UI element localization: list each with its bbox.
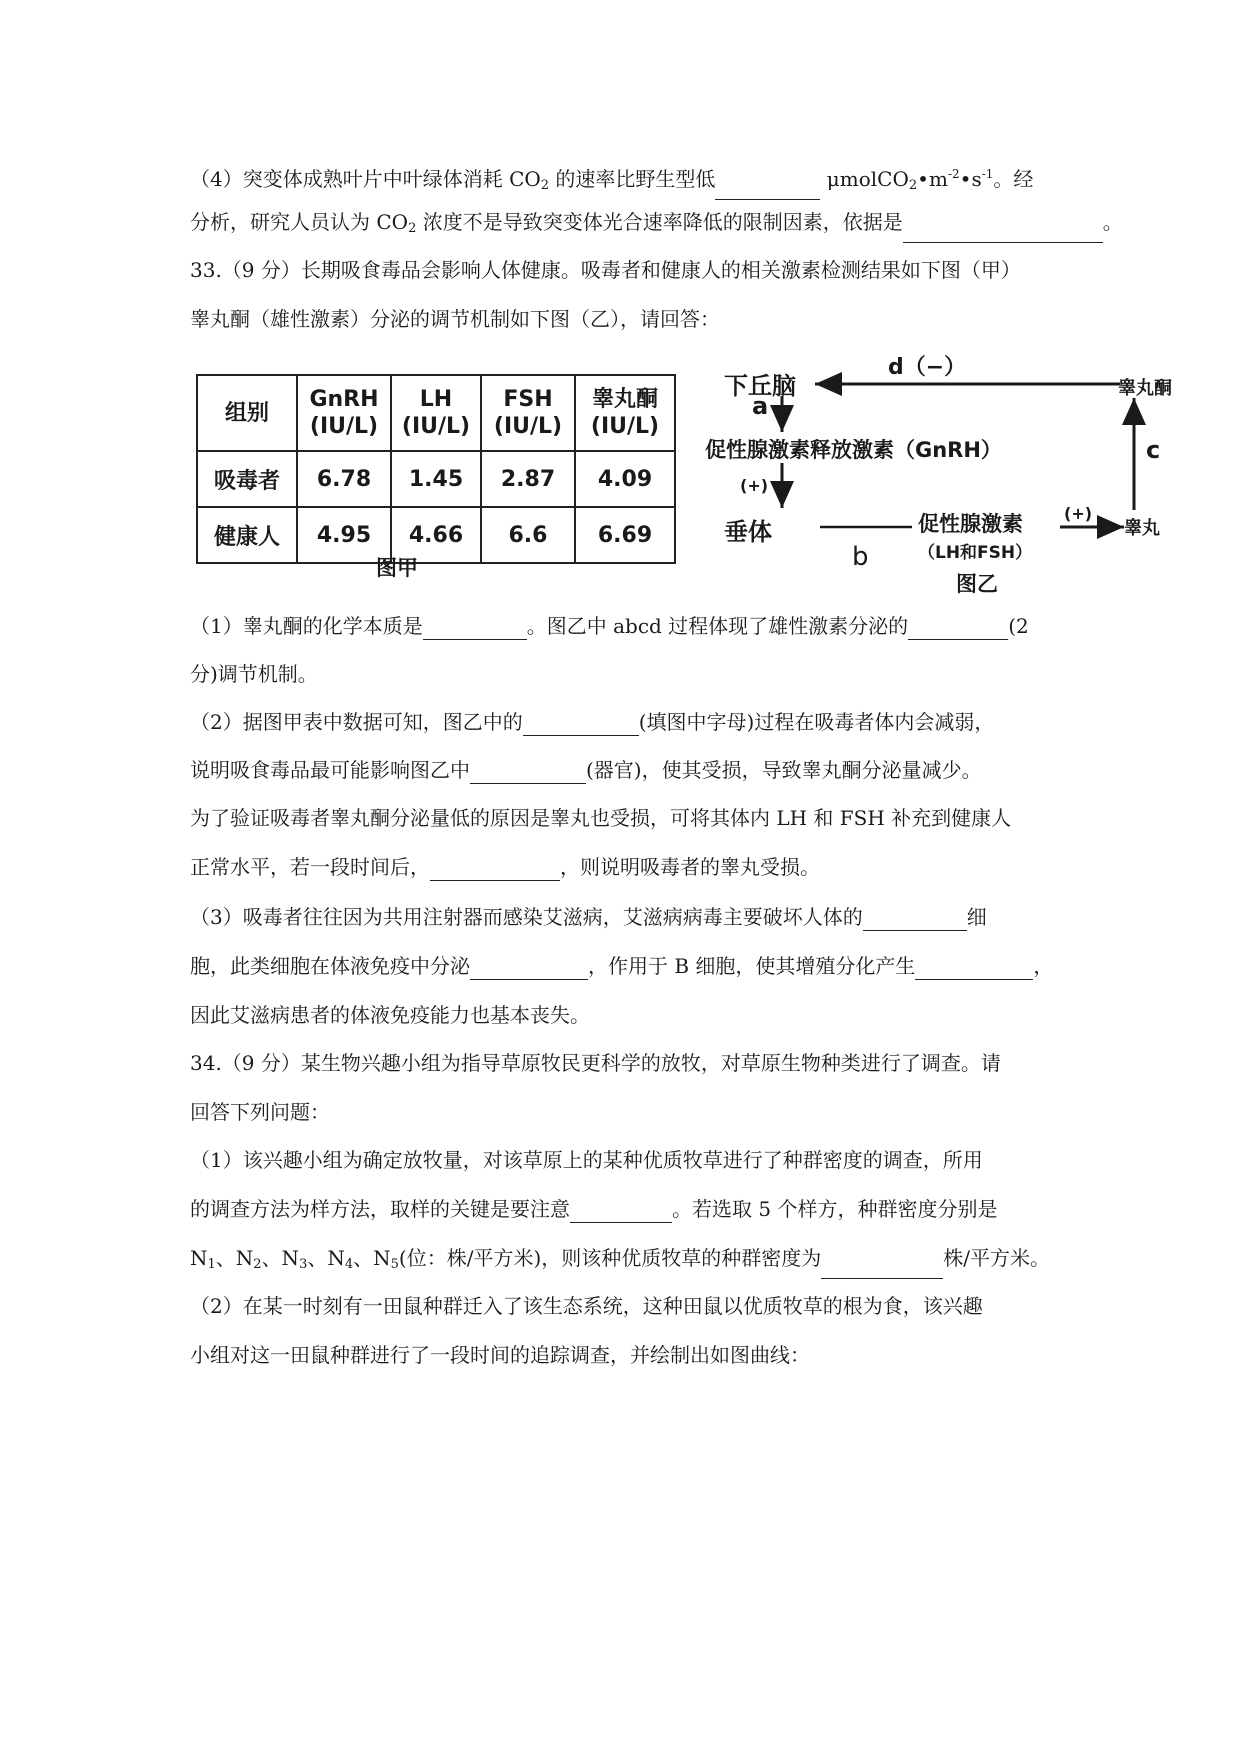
q33-3-line2	[190, 952, 1053, 980]
table-cell: 6.6	[481, 507, 575, 563]
text: (2	[1008, 614, 1029, 638]
subscript: 4	[344, 1257, 354, 1272]
q34-2-line1: （2）在某一时刻有一田鼠种群迁入了该生态系统，这种田鼠以优质牧草的根为食，该兴趣	[190, 1294, 983, 1318]
text: 的调查方法为样方法，取样的关键是要注意	[190, 1197, 570, 1221]
text: （1）睾丸酮的化学本质是	[190, 614, 423, 638]
text: 正常水平，若一段时间后，	[190, 855, 430, 879]
text: •s	[959, 167, 982, 191]
answer-blank[interactable]	[908, 617, 1008, 640]
subscript: 3	[299, 1257, 308, 1272]
table-cell: 健康人	[197, 507, 297, 563]
answer-blank[interactable]	[821, 1256, 943, 1279]
text: 胞，此类细胞在体液免疫中分泌	[190, 954, 470, 978]
header-unit: (IU/L)	[590, 414, 660, 439]
table-cell: 4.09	[575, 451, 675, 507]
q33-3-line3: 因此艾滋病患者的体液免疫能力也基本丧失。	[190, 1003, 590, 1027]
node-testis: 睾丸	[1124, 518, 1160, 539]
text: 。图乙中 abcd 过程体现了雄性激素分泌的	[526, 614, 909, 638]
text: ，作用于 B 细胞，使其增殖分化产生	[588, 954, 916, 978]
table-cell: 6.78	[297, 451, 391, 507]
text: N	[190, 1246, 208, 1270]
node-hypothalamus: 下丘脑	[724, 372, 796, 400]
q34-1-line3	[190, 1244, 1050, 1279]
text: 、N	[215, 1246, 254, 1270]
table-cell: 4.95	[297, 507, 391, 563]
text: （4）突变体成熟叶片中叶绿体消耗 CO	[190, 167, 541, 191]
q33-2-line3: 为了验证吸毒者睾丸酮分泌量低的原因是睾丸也受损，可将其体内 LH 和 FSH 补充到健康人	[190, 806, 1012, 830]
answer-blank[interactable]	[523, 713, 639, 736]
node-gonadotropin-note: （LH和FSH）	[918, 543, 1033, 563]
q34-intro-line1: 34.（9 分）某生物兴趣小组为指导草原牧民更科学的放牧，对草原生物种类进行了调查。请	[190, 1051, 1001, 1075]
label-c: c	[1146, 436, 1161, 464]
node-gonadotropin: 促性腺激素	[918, 512, 1023, 536]
subscript: 1	[207, 1257, 216, 1272]
q33-2-line4	[190, 853, 820, 881]
text: ，则说明吸毒者的睾丸受损。	[560, 855, 820, 879]
subscript: 2	[253, 1257, 262, 1272]
node-testosterone: 睾丸酮	[1118, 378, 1172, 399]
subscript: 2	[540, 178, 550, 193]
text: 浓度不是导致突变体光合速率降低的限制因素，依据是	[416, 210, 903, 234]
label-b: b	[852, 542, 869, 572]
node-gnrh: 促性腺激素释放激素（GnRH）	[705, 438, 1002, 462]
header-line: 睾丸酮	[591, 387, 658, 412]
header-unit: (IU/L)	[493, 414, 563, 439]
text: 细	[966, 905, 987, 929]
q33-intro-line1: 33.（9 分）长期吸食毒品会影响人体健康。吸毒者和健康人的相关激素检测结果如下图（甲）	[190, 258, 1021, 282]
label-d: d（−）	[888, 355, 967, 380]
text: (器官)，使其受损，导致睾丸酮分泌量减少。	[586, 758, 982, 782]
answer-blank[interactable]	[430, 858, 560, 881]
q34-1-line1: （1）该兴趣小组为确定放牧量，对该草原上的某种优质牧草进行了种群密度的调查，所用	[190, 1148, 983, 1172]
table-cell: 1.45	[391, 451, 481, 507]
table-cell: 2.87	[481, 451, 575, 507]
header-line: GnRH	[309, 387, 379, 412]
q33-1-line1	[190, 612, 1029, 640]
subscript: 2	[908, 178, 918, 193]
text: 、N	[353, 1246, 391, 1270]
label-a: a	[752, 392, 769, 420]
text: 、N	[261, 1246, 300, 1270]
text: 的速率比野生型低	[549, 167, 716, 191]
text: 株/平方米。	[943, 1246, 1050, 1270]
q33-2-line1	[190, 708, 994, 736]
text: μmolCO	[820, 167, 909, 191]
regulation-diagram-arrows	[0, 0, 1241, 620]
text: ，	[1033, 954, 1054, 978]
header-unit: (IU/L)	[309, 414, 379, 439]
label-plus-2: (+)	[1064, 504, 1093, 523]
header-line: FSH	[503, 387, 553, 412]
label-plus-1: (+)	[740, 476, 769, 495]
figure-caption-jia: 图甲	[376, 556, 418, 580]
q33-intro-line2: 睾丸酮（雄性激素）分泌的调节机制如下图（乙），请回答：	[190, 307, 720, 331]
text: 。若选取 5 个样方，种群密度分别是	[672, 1197, 998, 1221]
text: 。	[1102, 210, 1123, 234]
subscript: 5	[390, 1257, 399, 1272]
text: 分析，研究人员认为 CO	[190, 210, 409, 234]
subscript: 2	[408, 221, 417, 236]
table-cell: 吸毒者	[197, 451, 297, 507]
figure-caption-yi: 图乙	[956, 572, 998, 596]
q33-1-line2: 分)调节机制。	[190, 662, 318, 686]
text: 。经	[993, 167, 1034, 191]
answer-blank[interactable]	[470, 761, 586, 784]
q34-1-line2	[190, 1195, 997, 1223]
table-cell: 6.69	[575, 507, 675, 563]
superscript: -2	[947, 167, 960, 181]
answer-blank[interactable]	[863, 908, 967, 931]
q34-intro-line2: 回答下列问题：	[190, 1100, 330, 1124]
answer-blank[interactable]	[570, 1200, 672, 1223]
text: (填图中字母)过程在吸毒者体内会减弱，	[638, 710, 995, 734]
header-line: 组别	[224, 400, 269, 426]
text: 说明吸食毒品最可能影响图乙中	[190, 758, 470, 782]
text: (位：株/平方米)，则该种优质牧草的种群密度为	[398, 1246, 822, 1270]
header-line: LH	[419, 387, 453, 412]
q34-2-line2: 小组对这一田鼠种群进行了一段时间的追踪调查，并绘制出如图曲线：	[190, 1343, 810, 1367]
text: •m	[917, 167, 948, 191]
node-pituitary: 垂体	[724, 518, 772, 546]
q33-2-line2	[190, 756, 982, 784]
text: 、N	[307, 1246, 345, 1270]
answer-blank[interactable]	[423, 617, 527, 640]
superscript: -1	[981, 167, 994, 181]
answer-blank[interactable]	[470, 957, 588, 980]
answer-blank[interactable]	[915, 957, 1033, 980]
text: （3）吸毒者往往因为共用注射器而感染艾滋病，艾滋病病毒主要破坏人体的	[190, 905, 863, 929]
q33-3-line1	[190, 903, 987, 931]
text: （2）据图甲表中数据可知，图乙中的	[190, 710, 523, 734]
table-cell: 4.66	[391, 507, 481, 563]
header-unit: (IU/L)	[401, 414, 471, 439]
